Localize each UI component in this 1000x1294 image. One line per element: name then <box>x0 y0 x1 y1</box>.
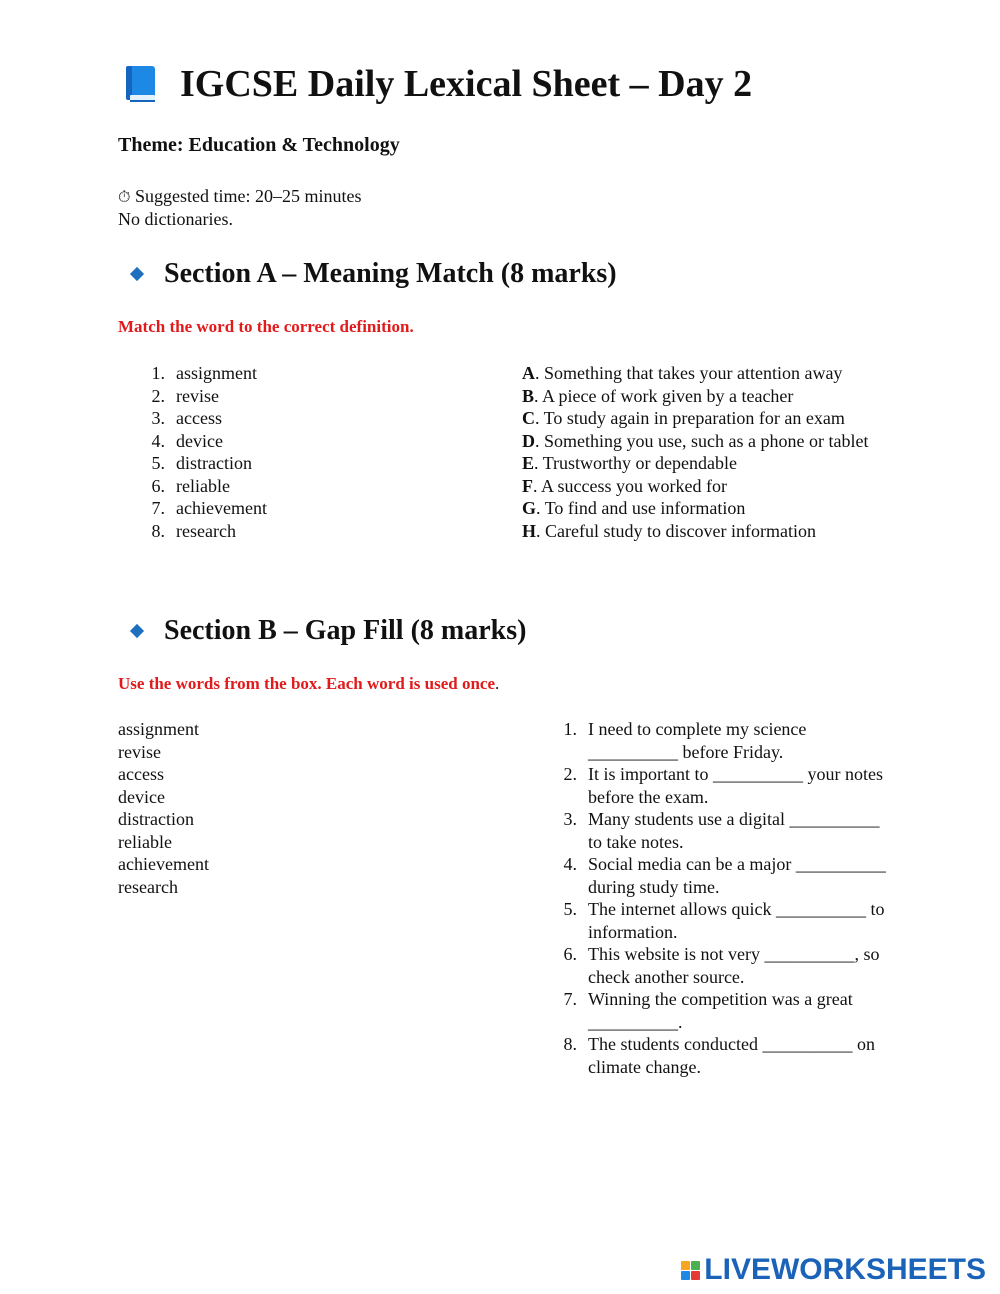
section-b-sentence-list <box>559 718 889 1078</box>
sentence-item: 5. The internet allows quick __________ to information. <box>563 899 885 942</box>
definition-item: C. To study again in preparation for an exam <box>522 408 845 428</box>
title-text: IGCSE Daily Lexical Sheet – Day 2 <box>180 63 753 105</box>
section-b-heading-text: Section B – Gap Fill (8 marks) <box>164 615 527 646</box>
list-item: 5. distraction <box>151 453 252 473</box>
blue-diamond-icon <box>130 267 144 281</box>
list-item: 3. access <box>151 408 222 428</box>
word-box-item: research <box>118 876 178 897</box>
definition-item: B. A piece of work given by a teacher <box>522 385 794 406</box>
word-box-item: access <box>118 764 164 784</box>
word-box-item: reliable <box>118 831 172 852</box>
blue-diamond-icon <box>130 624 144 638</box>
section-a-instruction: Match the word to the correct definition. <box>118 317 414 336</box>
section-a-word-list <box>147 362 267 542</box>
definition-item: A. Something that takes your attention away <box>522 363 843 383</box>
sentence-item: 7. Winning the competition was a great __________. <box>563 989 853 1032</box>
word-box-item: revise <box>118 741 161 762</box>
no-dictionaries-note: No dictionaries. <box>118 209 233 229</box>
list-item: 4. device <box>151 430 223 451</box>
liveworksheets-logo[interactable] <box>681 1253 986 1287</box>
stopwatch-icon: ⏱ <box>118 187 131 206</box>
word-box-item: assignment <box>118 719 199 739</box>
sentence-item: 6. This website is not very __________, so check another source. <box>563 944 880 987</box>
page-title <box>124 62 752 106</box>
section-b-instruction: Use the words from the box. Each word is used once. <box>118 674 500 693</box>
definition-item: H. Careful study to discover information <box>522 520 816 541</box>
definition-item: D. Something you use, such as a phone or tablet <box>522 430 869 451</box>
theme-line: Theme: Education & Technology <box>118 134 400 156</box>
word-box-item: distraction <box>118 809 194 829</box>
suggested-time <box>118 185 361 208</box>
suggested-time-text: Suggested time: 20–25 minutes <box>134 186 362 206</box>
logo-text: LIVEWORKSHEETS <box>704 1253 986 1286</box>
sentence-item: 2. It is important to __________ your notes before the exam. <box>563 764 883 807</box>
definition-item: F. A success you worked for <box>522 475 727 496</box>
definition-item: G. To find and use information <box>522 498 746 518</box>
list-item: 6. reliable <box>151 475 230 496</box>
list-item: 1. assignment <box>151 363 257 383</box>
definition-item: E. Trustworthy or dependable <box>522 453 737 473</box>
sentence-item: 8. The students conducted __________ on climate change. <box>563 1034 875 1077</box>
word-box-item: device <box>118 786 165 807</box>
list-item: 2. revise <box>151 385 219 406</box>
sentence-item: 4. Social media can be a major __________ during study time. <box>563 854 886 897</box>
blue-book-icon <box>124 65 158 103</box>
section-a-heading-text: Section A – Meaning Match (8 marks) <box>164 258 617 289</box>
meta-info <box>118 185 361 231</box>
section-a-definition-list <box>522 362 868 542</box>
word-box-item: achievement <box>118 854 209 874</box>
sentence-item: 3. Many students use a digital __________ to take notes. <box>563 809 880 852</box>
section-b-word-box <box>118 718 209 898</box>
section-a-heading <box>130 258 617 290</box>
list-item: 7. achievement <box>151 498 267 518</box>
section-b-heading <box>130 615 526 647</box>
sentence-item: 1. I need to complete my science __________ before Friday. <box>563 719 807 762</box>
list-item: 8. research <box>151 520 236 541</box>
liveworksheets-logo-icon <box>681 1261 700 1280</box>
